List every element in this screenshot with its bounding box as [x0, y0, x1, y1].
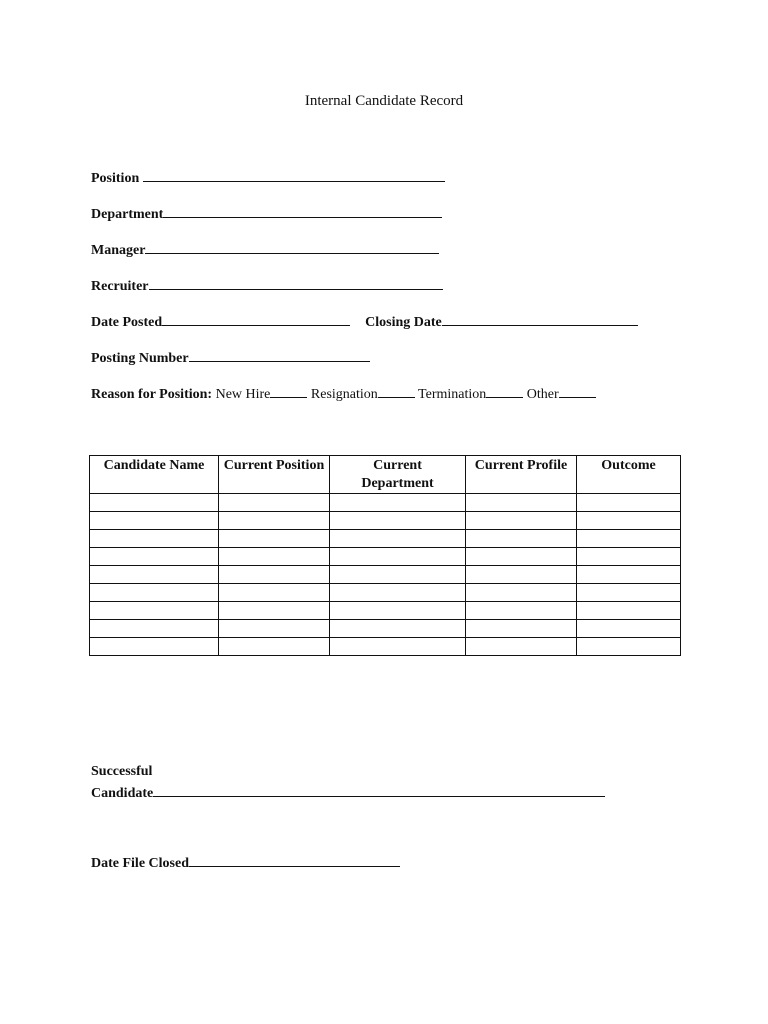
table-cell[interactable]	[466, 530, 577, 548]
manager-field[interactable]	[91, 238, 439, 258]
table-row	[90, 530, 681, 548]
date-file-closed-field[interactable]	[91, 851, 400, 871]
table-cell[interactable]	[330, 512, 466, 530]
table-cell[interactable]	[90, 638, 219, 656]
position-blank[interactable]	[143, 166, 445, 182]
table-cell[interactable]	[90, 566, 219, 584]
table-cell[interactable]	[219, 566, 330, 584]
recruiter-label: Recruiter	[91, 279, 149, 294]
table-cell[interactable]	[330, 620, 466, 638]
table-cell[interactable]	[219, 584, 330, 602]
date-file-closed-label: Date File Closed	[91, 856, 189, 871]
header-outcome: Outcome	[577, 456, 681, 494]
dates-row	[91, 310, 638, 330]
header-current-profile: Current Profile	[466, 456, 577, 494]
table-row	[90, 584, 681, 602]
posting-number-field[interactable]	[91, 346, 370, 366]
date-file-closed-blank[interactable]	[189, 851, 400, 867]
successful-candidate-field[interactable]	[91, 762, 605, 803]
table-cell[interactable]	[466, 494, 577, 512]
department-field[interactable]	[91, 202, 442, 222]
table-cell[interactable]	[90, 602, 219, 620]
table-cell[interactable]	[330, 584, 466, 602]
table-row	[90, 602, 681, 620]
table-cell[interactable]	[219, 638, 330, 656]
candidate-table	[89, 455, 681, 656]
table-row	[90, 494, 681, 512]
candidate-label: Candidate	[91, 786, 154, 801]
department-blank[interactable]	[163, 202, 442, 218]
table-cell[interactable]	[330, 494, 466, 512]
other-blank[interactable]	[559, 382, 596, 398]
table-cell[interactable]	[466, 548, 577, 566]
date-posted-blank[interactable]	[162, 310, 350, 326]
resignation-blank[interactable]	[378, 382, 415, 398]
reason-option-termination: Termination	[418, 387, 487, 402]
department-label: Department	[91, 207, 164, 222]
table-cell[interactable]	[330, 548, 466, 566]
termination-blank[interactable]	[486, 382, 523, 398]
successful-label: Successful	[91, 764, 153, 779]
table-cell[interactable]	[577, 566, 681, 584]
table-row	[90, 566, 681, 584]
reason-label: Reason for Position:	[91, 387, 213, 402]
table-cell[interactable]	[577, 584, 681, 602]
table-cell[interactable]	[219, 530, 330, 548]
table-cell[interactable]	[577, 638, 681, 656]
table-cell[interactable]	[466, 512, 577, 530]
header-current-department: Current Department	[330, 456, 466, 494]
table-cell[interactable]	[330, 638, 466, 656]
table-cell[interactable]	[466, 602, 577, 620]
table-cell[interactable]	[330, 530, 466, 548]
position-field[interactable]	[91, 166, 445, 186]
new-hire-blank[interactable]	[270, 382, 307, 398]
table-cell[interactable]	[577, 548, 681, 566]
table-cell[interactable]	[466, 620, 577, 638]
table-cell[interactable]	[466, 584, 577, 602]
reason-option-other: Other	[526, 387, 559, 402]
table-cell[interactable]	[577, 530, 681, 548]
manager-blank[interactable]	[145, 238, 439, 254]
manager-label: Manager	[91, 243, 146, 258]
table-cell[interactable]	[577, 620, 681, 638]
table-cell[interactable]	[466, 638, 577, 656]
table-cell[interactable]	[577, 512, 681, 530]
table-cell[interactable]	[330, 566, 466, 584]
header-candidate-name: Candidate Name	[90, 456, 219, 494]
table-row	[90, 512, 681, 530]
recruiter-blank[interactable]	[149, 274, 443, 290]
page-title: Internal Candidate Record	[304, 93, 464, 109]
reason-row	[91, 382, 596, 402]
closing-date-label: Closing Date	[365, 315, 442, 330]
table-header-row	[90, 456, 681, 494]
table-cell[interactable]	[466, 566, 577, 584]
table-row	[90, 620, 681, 638]
table-row	[90, 638, 681, 656]
date-posted-label: Date Posted	[91, 315, 163, 330]
table-cell[interactable]	[330, 602, 466, 620]
closing-date-blank[interactable]	[442, 310, 638, 326]
table-cell[interactable]	[90, 494, 219, 512]
successful-candidate-blank[interactable]	[153, 781, 605, 797]
table-cell[interactable]	[90, 584, 219, 602]
table-cell[interactable]	[219, 512, 330, 530]
posting-number-blank[interactable]	[189, 346, 370, 362]
table-cell[interactable]	[90, 620, 219, 638]
reason-option-new-hire: New Hire	[215, 387, 271, 402]
table-row	[90, 548, 681, 566]
reason-option-resignation: Resignation	[310, 387, 378, 402]
table-cell[interactable]	[90, 530, 219, 548]
table-cell[interactable]	[90, 512, 219, 530]
table-cell[interactable]	[219, 548, 330, 566]
table-cell[interactable]	[577, 602, 681, 620]
recruiter-field[interactable]	[91, 274, 443, 294]
header-current-position: Current Position	[219, 456, 330, 494]
position-label: Position	[91, 171, 140, 186]
table-cell[interactable]	[577, 494, 681, 512]
posting-number-label: Posting Number	[91, 351, 189, 366]
table-cell[interactable]	[90, 548, 219, 566]
table-cell[interactable]	[219, 494, 330, 512]
table-cell[interactable]	[219, 620, 330, 638]
table-cell[interactable]	[219, 602, 330, 620]
